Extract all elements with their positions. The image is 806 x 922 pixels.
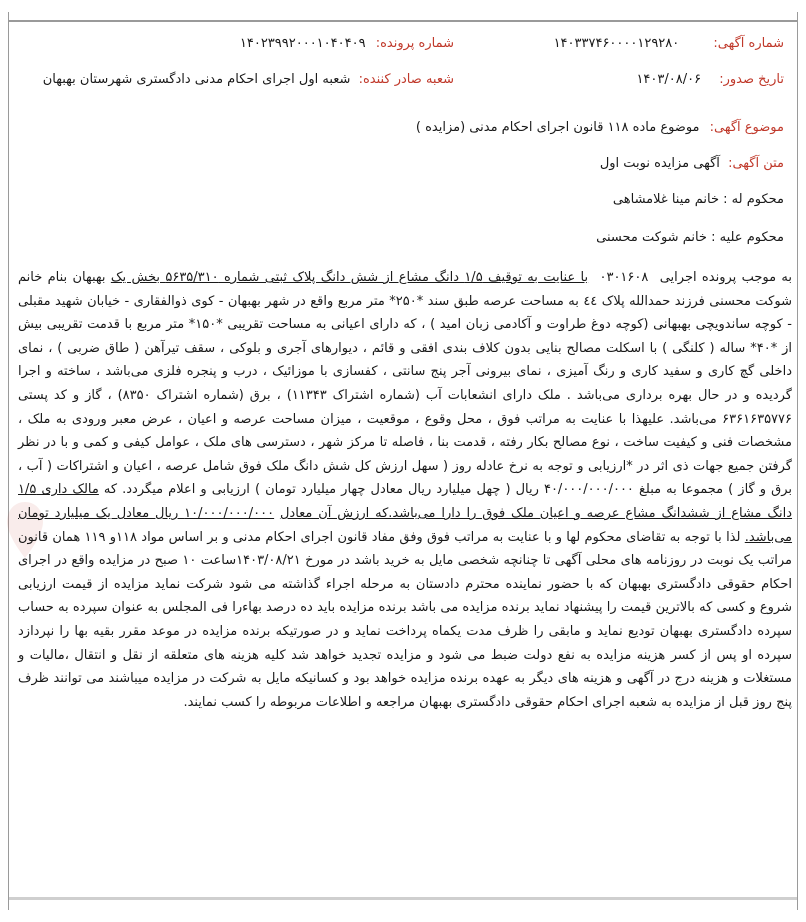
ad-text-label: متن آگهی: — [728, 156, 784, 171]
case-number: ۱۴۰۲۳۹۹۲۰۰۰۱۰۴۰۴۰۹ — [239, 36, 366, 51]
subject-value: موضوع ماده ۱۱۸ قانون اجرای احکام مدنی (مزایده ) — [415, 120, 700, 135]
issue-date: ۱۴۰۳/۰۸/۰۶ — [636, 72, 702, 87]
subject-label: موضوع آگهی: — [709, 120, 784, 135]
top-divider — [9, 20, 797, 22]
ad-text-row — [600, 156, 784, 171]
ad-body — [18, 266, 792, 714]
case-number-label: شماره پرونده: — [375, 36, 454, 51]
body-share-value: ۱۰/۰۰۰/۰۰۰/۰۰۰ ریال معادل یک میلیارد تومان می‌باشد. — [18, 505, 793, 545]
body-case-intro: به موجب پرونده اجرایی — [659, 270, 792, 285]
issuing-branch: شعبه اول اجرای احکام مدنی دادگستری شهرستان بهبهان — [42, 72, 351, 87]
defendant: محکوم علیه : خانم شوکت محسنی — [596, 230, 784, 245]
ad-number-row — [554, 36, 784, 51]
body-ownership-share: مالک داری ۱/۵ دانگ مشاع از ششدانگ مشاع عرصه و اعیان ملک فوق را دارا می‌باشد.که ارزش آن معادل — [18, 482, 793, 521]
body-case-number: ۰۳۰۱۶۰۸ — [599, 270, 649, 285]
issue-date-row — [636, 72, 784, 87]
plaintiff: محکوم له : خانم مینا غلامشاهی — [612, 192, 784, 207]
body-seizure-clause: با عنایت به توقیف ۱/۵ دانگ مشاع از شش دانگ پلاک ثبتی شماره ۵۶۳۵/۳۱۰ بخش یک — [110, 270, 589, 285]
body-auction-terms: لذا با توجه به تقاضای محکوم لها و با عنایت به مراتب فوق وفق مفاد قانون اجرای احکام مدنی و بر اساس مواد ۱۱۸و ۱۱۹ همان قانون مراتب یک نوبت در روزنامه های محلی آگهی تا چنانچه شخصی مایل به خرید باشد در مورخ ۱۴۰۳/۰۸/۲۱ساعت ۱۰ صبح در مزایده واقع در اجرای احکام حقوقی دادگستری بهبهان که با حضور نماینده محترم دادستان به مرحله اجراء گذاشته می شود شرکت نماید مزایده از قیمت ارزیابی شروع و کسی که بالاترین قیمت را پیشنهاد نماید برنده مزایده می باشد برنده مزایده باید ده درصد بهاءرا فی المجلس به عنوان سپرده به حساب سپرده دادگستری بهبهان تودیع نماید و مابقی را ظرف مدت یکماه پرداخت نماید و در صورتیکه برنده مزایده در موعد مقرر بقیه بها را نپردازد سپرده او پس از کسر هزینه مزایده به نفع دولت ضبط می شود و مزایده تجدید خواهد شد کلیه هزینه های متعلقه از نقل و انتقال ،مالیات و مستغلات و هزینه درج در آگهی و هزینه های دیگر به عهده برنده مزایده خواهد بود و کسانیکه مایل به شرکت در مزایده میباشند می توانند ظرف پنج روز قبل از مزایده به شعبه اجرای احکام حقوقی دادگستری بهبهان مراجعه و اطلاعات مربوطه را کسب نمایند. — [18, 529, 792, 710]
ad-text-title: آگهی مزایده نوبت اول — [599, 156, 720, 171]
body-property-description: بهبهان بنام خانم شوکت محسنی فرزند حمدالله پلاک ٤٤ به مساحت عرصه طبق سند *۲۵۰* متر مربع واقع در شهر بهبهان - کوی ذوالفقاری - خیابان شهید مقبلی - کوچه ساندویچی بهبهانی (کوچه دوغ طراوت و آکادمی زبان امید ) ، که دارای اعیانی به مساحت تقریبی *۱۵۰* متر مربع با قدمت تقریبی بیش از *۴۰* ساله ( کلنگی ) با اسکلت مصالح بنایی بدون کلاف بندی افقی و قائم ، دیوارهای آجری و بلوکی ، سقف تیرآهن ( طاق ضربی ) ، نمای داخلی گچ کاری و سفید کاری و رنگ آمیزی ، نمای بیرونی آجر پنج سانتی ، کفسازی با موزائیک ، درب و پنجره فلزی می‌باشد ، ساخته و اجرا گردیده و در حال بهره برداری می‌باشد . ملک دارای انشعابات آب (شماره اشتراک ۱۱۳۴۳) ، برق (شماره اشتراک ۸۳۵۰) ، گاز و کد پستی ۶۳۶۱۶۳۵۷۷۶ می‌باشد. علیهذا با عنایت به مراتب فوق ، محل وقوع ، موقعیت ، میزان مساحت عرصه و اعیان ، عرض معبر ورودی به ملک ، مشخصات فنی و کیفیت ساخت ، نوع مصالح بکار رفته ، قدمت بنا ، فاصله تا مرکز شهر ، دسترسی های ملک ، عوامل کیفی و کمی و با در نظر گرفتن جمیع جهات ذی اثر در *ارزیابی و توجه به نرخ عادله روز ( سهل ارزش کل شش دانگ ملک فوق شامل عرصه ، اعیان و اشتراکات ( آب ، برق و گاز ) مجموعا به مبلغ ۴۰/۰۰۰/۰۰۰/۰۰۰ ریال ( چهل میلیارد ریال معادل چهار میلیارد تومان ) ارزیابی و اعلام میگردد. که — [18, 270, 792, 498]
subject-row — [416, 120, 784, 135]
issue-date-label: تاریخ صدور: — [719, 72, 784, 87]
issuing-branch-row — [43, 72, 454, 87]
case-number-row — [240, 36, 454, 51]
ad-number: ۱۴۰۳۳۷۴۶۰۰۰۰۱۲۹۲۸۰ — [553, 36, 680, 51]
bottom-divider — [9, 897, 797, 900]
issuing-branch-label: شعبه صادر کننده: — [358, 72, 454, 87]
ad-number-label: شماره آگهی: — [713, 36, 784, 51]
